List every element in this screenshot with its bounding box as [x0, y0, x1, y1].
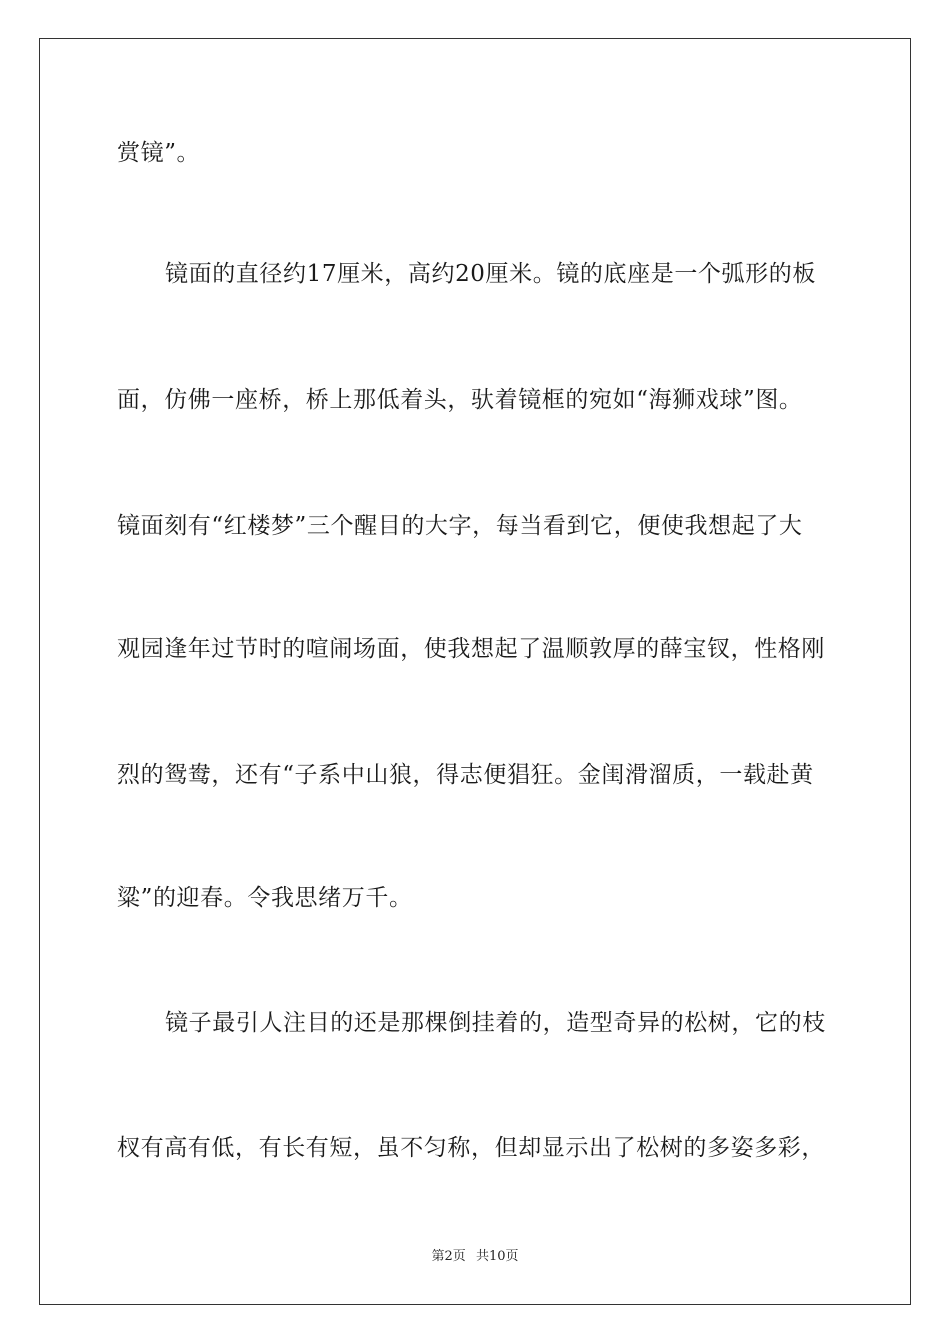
- text-line: 观园逢年过节时的喧闹场面，使我想起了温顺敦厚的薛宝钗，性格刚: [117, 636, 825, 662]
- text-line: 面，仿佛一座桥，桥上那低着头，驮着镜框的宛如“海狮戏球”图。: [117, 387, 803, 413]
- text-line: 杈有高有低，有长有短，虽不匀称，但却显示出了松树的多姿多彩，: [117, 1135, 825, 1161]
- text-line: 镜面的直径约17厘米，高约20厘米。镜的底座是一个弧形的板: [165, 261, 816, 287]
- text-line: 烈的鸳鸯，还有“子系中山狼，得志便猖狂。金闺滑溜质，一载赴黄: [117, 762, 814, 788]
- text-line: 赏镜”。: [117, 140, 201, 166]
- text-line: 粱”的迎春。令我思绪万千。: [117, 885, 413, 911]
- page-border: [39, 38, 911, 1305]
- text-line: 镜子最引人注目的还是那棵倒挂着的，造型奇异的松树，它的枝: [165, 1010, 826, 1036]
- page-footer: [0, 1248, 950, 1266]
- text-line: 镜面刻有“红楼梦”三个醒目的大字，每当看到它，便使我想起了大: [117, 513, 803, 539]
- page-number: 第2页: [431, 1249, 466, 1264]
- page-total: 共10页: [475, 1249, 519, 1264]
